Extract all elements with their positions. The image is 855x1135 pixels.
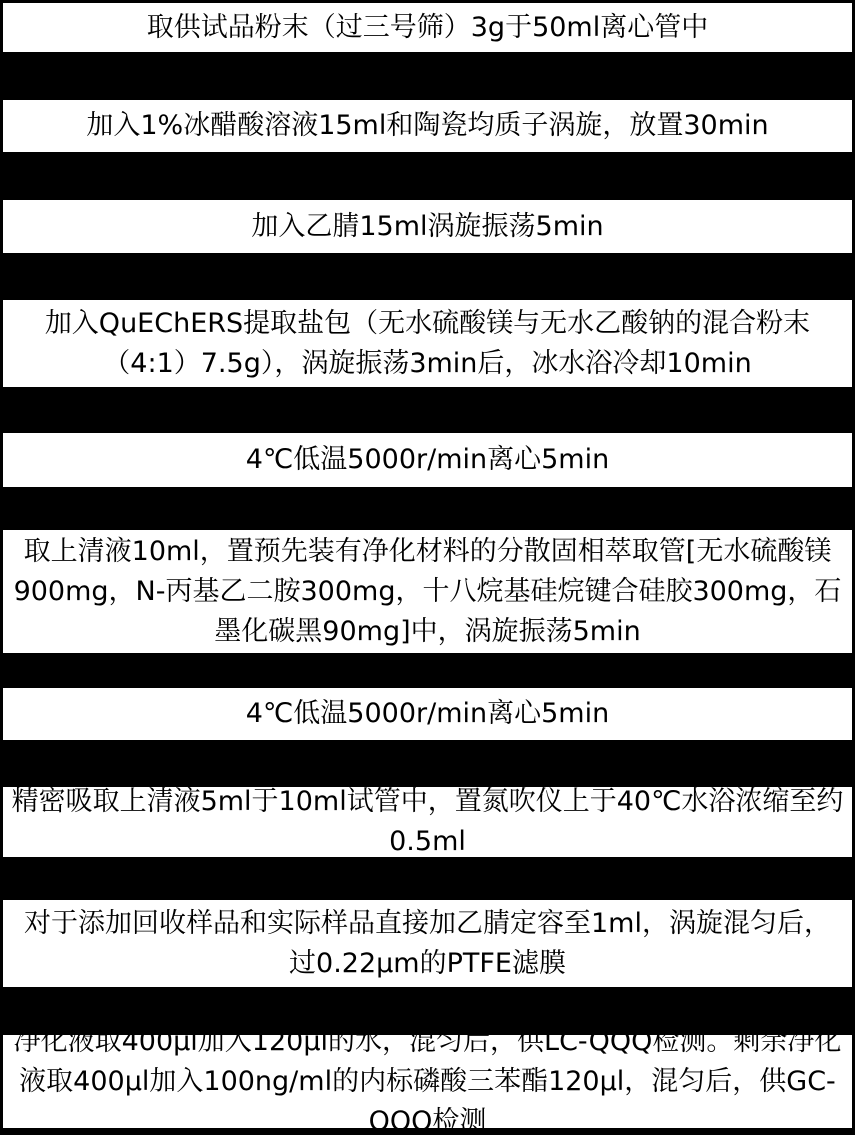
step-6-text: 取上清液10ml，置预先装有净化材料的分散固相萃取管[无水硫酸镁900mg，N-丙基乙二胺300mg，十八烷基硅烷键合硅胶300mg，石墨化碳黑90mg]中，涡旋振荡5min <box>13 535 842 647</box>
step-3-text: 加入乙腈15ml涡旋振荡5min <box>251 210 604 242</box>
step-box-10 <box>3 1025 852 1135</box>
step-box-8 <box>3 787 852 857</box>
step-box-9 <box>3 900 852 987</box>
step-box-2 <box>3 100 852 152</box>
step-box-3 <box>3 200 852 253</box>
step-box-6 <box>3 530 852 653</box>
step-box-4 <box>3 300 852 387</box>
step-10-text: 净化液取400μl加入120μl的水，混匀后，供LC-QQQ检测。剩余净化液取400μl加入100ng/ml的内标磷酸三苯酯120μl，混匀后，供GC-QQQ检测 <box>13 1025 842 1135</box>
step-box-1 <box>3 3 852 52</box>
step-9-text: 对于添加回收样品和实际样品直接加乙腈定容至1ml，涡旋混匀后，过0.22μm的PTFE滤膜 <box>24 907 831 979</box>
step-box-7 <box>3 688 852 740</box>
step-1-text: 取供试品粉末（过三号筛）3g于50ml离心管中 <box>146 11 709 43</box>
step-8-text: 精密吸取上清液5ml于10ml试管中，置氮吹仪上于40℃水浴浓缩至约0.5ml <box>11 786 844 857</box>
step-7-text: 4℃低温5000r/min离心5min <box>245 698 610 729</box>
step-2-text: 加入1%冰醋酸溶液15ml和陶瓷均质子涡旋，放置30min <box>86 110 769 141</box>
step-4-text: 加入QuEChERS提取盐包（无水硫酸镁与无水乙酸钠的混合粉末（4:1）7.5g），涡旋振荡3min后，冰水浴冷却10min <box>44 307 811 379</box>
step-box-5 <box>3 433 852 487</box>
step-5-text: 4℃低温5000r/min离心5min <box>245 444 610 475</box>
